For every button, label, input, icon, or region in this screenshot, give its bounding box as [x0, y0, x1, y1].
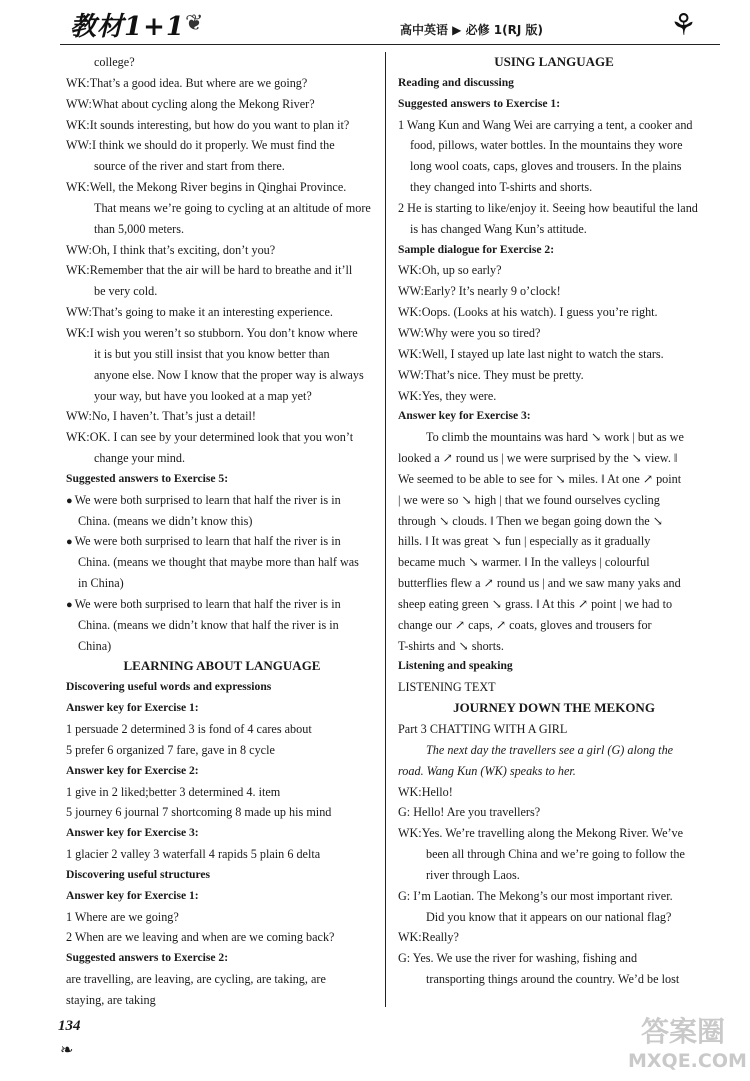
text-line: China) [78, 638, 112, 653]
text-line: WW:No, I haven’t. That’s just a detail! [66, 409, 256, 424]
text-line: WK:Oops. (Looks at his watch). I guess you’re right. [398, 305, 658, 320]
bullet-text: We were both surprised to learn that half the river is in [74, 596, 341, 611]
text-line: 1 persuade 2 determined 3 is fond of 4 cares about [66, 722, 312, 736]
text-line: college? [94, 55, 135, 69]
text-line: WK:Yes. We’re travelling along the Mekong River. We’ve [398, 826, 684, 841]
text-line: China. (means we didn’t know this) [78, 513, 253, 528]
text-line: river through Laos. [426, 867, 520, 882]
text-line: been all through China and we’re going to follow the [426, 847, 685, 862]
text-line: WW:Why were you so tired? [398, 325, 541, 340]
page-number: 134 [58, 1018, 81, 1034]
text-line: To climb the mountains was hard ↘ work | but as we [426, 430, 684, 445]
subheading: Answer key for Exercise 1: [66, 701, 199, 715]
text-line: became much ↘ warmer. ‖ In the valleys | colourful [398, 555, 650, 570]
book-title: 高中英语 ▶ 必修 1(RJ 版) [400, 23, 543, 37]
text-line: We seemed to be able to see for ↘ miles. ‖ At one ↗ point [398, 471, 682, 486]
text-line [66, 594, 378, 615]
text-line: WW:That’s going to make it an interesting experience. [66, 305, 333, 320]
text-line: road. Wang Kun (WK) speaks to her. [398, 763, 576, 778]
text-line: WW:Early? It’s nearly 9 o’clock! [398, 284, 561, 299]
text-line: 1 Where are we going? [66, 909, 179, 924]
text-line: 5 prefer 6 organized 7 fare, gave in 8 cycle [66, 742, 275, 757]
watermark-url: MXQE.COM [628, 1050, 747, 1072]
subheading: Discovering useful structures [66, 867, 211, 881]
page-header [0, 0, 750, 50]
text-line: be very cold. [94, 284, 158, 299]
bullet-text: We were both surprised to learn that half the river is in [74, 492, 341, 507]
text-line: 1 Wang Kun and Wang Wei are carrying a tent, a cooker and [398, 117, 693, 132]
text-line: WK:Remember that the air will be hard to breathe and it’ll [66, 263, 353, 278]
header-divider [60, 44, 720, 45]
text-line: change our ↗ caps, ↗ coats, gloves and trousers for [398, 617, 652, 632]
leaf-decoration-icon: ❦ [185, 10, 204, 35]
text-line: source of the river and start from there. [94, 159, 285, 174]
subheading: Sample dialogue for Exercise 2: [398, 242, 555, 256]
text-line: WK:Well, I stayed up late last night to watch the stars. [398, 346, 664, 361]
bullet-icon: ● [66, 598, 73, 611]
text-line: in China) [78, 576, 124, 591]
subheading: Answer key for Exercise 3: [66, 826, 199, 840]
text-line: 1 give in 2 liked;better 3 determined 4. item [66, 784, 281, 799]
bullet-icon: ● [66, 536, 73, 549]
subheading: Suggested answers to Exercise 5: [66, 471, 229, 485]
text-line: are travelling, are leaving, are cycling, are taking, are [66, 972, 326, 987]
section-heading: JOURNEY DOWN THE MEKONG [453, 700, 655, 716]
text-line: WW:Oh, I think that’s exciting, don’t you? [66, 242, 276, 257]
text-line: change your mind. [94, 451, 186, 466]
text-line: your way, but have you looked at a map yet? [94, 388, 312, 403]
text-line: T-shirts and ↘ shorts. [398, 638, 504, 653]
subheading: Answer key for Exercise 1: [66, 888, 199, 902]
text-line: 2 He is starting to like/enjoy it. Seeing how beautiful the land [398, 200, 698, 215]
watermark-logo: 答案圈 [640, 1015, 725, 1048]
text-line: WK:OK. I can see by your determined look that you won’t [66, 430, 354, 445]
text-line: WW:That’s nice. They must be pretty. [398, 367, 584, 382]
bullet-icon: ● [66, 494, 73, 507]
text-line: WK:It sounds interesting, but how do you want to plan it? [66, 117, 350, 132]
book-logo: 教材1+1 [70, 12, 185, 42]
text-line: WK:Hello! [398, 784, 453, 799]
text-line: China. (means we didn’t know that half the river is in [78, 617, 339, 632]
text-line: G: Yes. We use the river for washing, fishing and [398, 951, 638, 966]
text-line: LISTENING TEXT [398, 680, 496, 695]
subheading: Listening and speaking [398, 659, 513, 673]
text-line: G: I’m Laotian. The Mekong’s our most important river. [398, 888, 673, 903]
text-line: food, pillows, water bottles. In the mountains they wore [410, 138, 683, 153]
text-line: hills. ‖ It was great ↘ fun | especially as it gradually [398, 534, 651, 549]
text-line: transporting things around the country. We’d be lost [426, 972, 680, 987]
plant-icon: ⚘ [670, 9, 697, 42]
sprout-icon: ❧ [60, 1042, 74, 1059]
section-heading: LEARNING ABOUT LANGUAGE [123, 658, 321, 674]
text-line: anyone else. Now I know that the proper way is always [94, 367, 364, 382]
text-line: staying, are taking [66, 992, 156, 1007]
text-line: looked a ↗ round us | we were surprised by the ↘ view. ‖ [398, 451, 678, 466]
text-line: than 5,000 meters. [94, 221, 185, 236]
text-line: 2 When are we leaving and when are we coming back? [66, 930, 335, 945]
text-line: G: Hello! Are you travellers? [398, 805, 541, 820]
text-line: Did you know that it appears on our national flag? [426, 909, 672, 924]
text-line: | we were so ↘ high | that we found ourselves cycling [398, 492, 660, 507]
text-line: Part 3 CHATTING WITH A GIRL [398, 722, 568, 736]
bullet-text: We were both surprised to learn that half the river is in [74, 534, 341, 549]
text-line: they changed into T-shirts and shorts. [410, 180, 593, 195]
text-line: sheep eating green ↘ grass. ‖ At this ↗ point | we had to [398, 596, 673, 611]
column-divider [385, 52, 386, 1007]
subheading: Suggested answers to Exercise 1: [398, 96, 561, 110]
text-line: China. (means we thought that maybe more than half was [78, 555, 359, 570]
text-line: is has changed Wang Kun’s attitude. [410, 221, 587, 236]
subheading: Answer key for Exercise 3: [398, 409, 531, 423]
text-line: long wool coats, caps, gloves and trousers. In the plains [410, 159, 682, 174]
left-column [66, 52, 378, 1011]
subheading: Reading and discussing [398, 75, 514, 89]
text-line: WW:I think we should do it properly. We must find the [66, 138, 335, 153]
text-line: The next day the travellers see a girl (G) along the [426, 742, 674, 757]
text-line: it is but you still insist that you know better than [94, 346, 330, 361]
section-heading: USING LANGUAGE [494, 54, 614, 69]
text-line [66, 531, 378, 552]
text-line: WK:Oh, up so early? [398, 263, 502, 278]
text-line: through ↘ clouds. ‖ Then we began going down the ↘ [398, 513, 663, 528]
watermark [628, 1010, 747, 1072]
text-line: WK:That’s a good idea. But where are we going? [66, 75, 308, 90]
text-line: 5 journey 6 journal 7 shortcoming 8 made up his mind [66, 805, 332, 820]
text-line: WK:Really? [398, 930, 459, 945]
subheading: Suggested answers to Exercise 2: [66, 951, 229, 965]
text-line: butterflies flew a ↗ round us | and we saw many yaks and [398, 576, 681, 591]
text-line: WK:Well, the Mekong River begins in Qinghai Province. [66, 180, 347, 195]
subheading: Answer key for Exercise 2: [66, 763, 199, 777]
right-column [398, 52, 710, 990]
text-line: WK:I wish you weren’t so stubborn. You don’t know where [66, 325, 358, 340]
text-line: 1 glacier 2 valley 3 waterfall 4 rapids 5 plain 6 delta [66, 847, 321, 862]
text-line [66, 490, 378, 511]
text-line: WK:Yes, they were. [398, 388, 497, 403]
subheading: Discovering useful words and expressions [66, 680, 272, 694]
text-line: That means we’re going to cycling at an altitude of more [94, 200, 371, 215]
text-line: WW:What about cycling along the Mekong River? [66, 96, 315, 111]
